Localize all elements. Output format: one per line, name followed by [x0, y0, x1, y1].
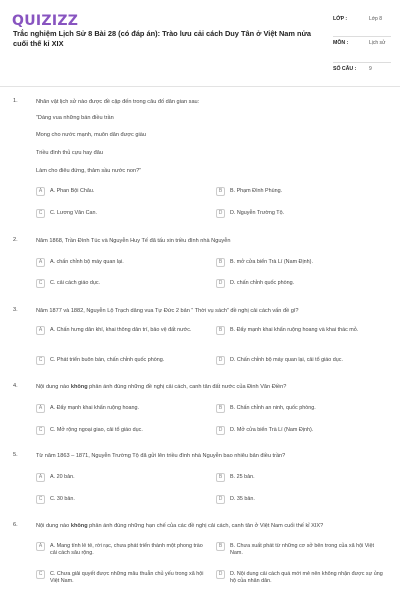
quizizz-logo: QUIZIZZ — [12, 13, 79, 29]
option-text: D. Nội dung cải cách quá mới mẻ nên không nhận được sự ủng hộ của nhân dân. — [230, 571, 383, 584]
question-text: Năm 1877 và 1882, Nguyễn Lộ Trạch dâng vua Tự Đức 2 bản “ Thời vụ sách” đề nghị cải cách vấn đề gì? — [36, 308, 299, 314]
worksheet-meta — [333, 13, 391, 81]
question-count-label: SỐ CÂU : — [333, 66, 357, 72]
question-number: 1. — [13, 98, 18, 104]
option-text: A. Phan Bội Châu. — [50, 188, 95, 194]
option-letter-box: D — [216, 426, 225, 435]
option-letter-box: D — [216, 495, 225, 504]
option-letter-box: B — [216, 326, 225, 335]
option-letter-box: A — [36, 404, 45, 413]
option-text: A. 20 bản. — [50, 474, 75, 480]
class-value: Lớp 8 — [369, 16, 383, 22]
meta-row-subject — [333, 37, 391, 63]
option-letter-box: B — [216, 258, 225, 267]
verse-line: Mong cho nước mạnh, muôn dân được giàu — [36, 132, 146, 138]
question-text: Năm 1868, Trần Đình Túc và Nguyễn Huy Tế đã tấu xin triều đình nhà Nguyễn — [36, 238, 231, 244]
option-text: D. chấn chỉnh quốc phòng. — [230, 280, 295, 286]
verse-line: Triều đình thủ cựu hay đâu — [36, 150, 103, 156]
question-count-value: 9 — [369, 66, 372, 72]
question-number: 6. — [13, 522, 18, 528]
option-text: D. 35 bản. — [230, 496, 255, 502]
option-letter-box: C — [36, 279, 45, 288]
option-letter-box: A — [36, 187, 45, 196]
question-emphasis: không — [70, 523, 88, 529]
verse-line: Làm cho điêu đứng, thảm sầu nước non?” — [36, 168, 142, 174]
question-number: 4. — [13, 383, 18, 389]
worksheet-header — [0, 0, 400, 85]
meta-row-class — [333, 13, 391, 37]
question-number: 2. — [13, 237, 18, 243]
option-letter-box: C — [36, 495, 45, 504]
option-letter-box: A — [36, 326, 45, 335]
option-letter-box: C — [36, 356, 45, 365]
question-emphasis: không — [70, 384, 88, 390]
option-letter-box: C — [36, 209, 45, 218]
option-letter-box: C — [36, 426, 45, 435]
subject-label: MÔN : — [333, 40, 349, 46]
question-text-start: Nội dung nào — [36, 384, 71, 390]
option-text: A. Chấn hưng dân khí, khai thông dân trí, bảo vệ đất nước. — [50, 327, 192, 333]
option-text: B. Phạm Đình Phùng. — [230, 188, 283, 194]
option-text: C. Phát triển buôn bán, chấn chỉnh quốc phòng. — [50, 357, 165, 363]
option-letter-box: A — [36, 258, 45, 267]
question-text — [36, 383, 392, 391]
option-text: D. Mở cửa biển Trà Lí (Nam Định). — [230, 427, 314, 433]
question-text — [36, 522, 392, 530]
option-text: C. cải cách giáo dục. — [50, 280, 101, 286]
option-letter-box: D — [216, 356, 225, 365]
worksheet-title: Trắc nghiệm Lịch Sử 8 Bài 28 (có đáp án): Trào lưu cải cách Duy Tân ở Việt Nam nửa cuối thế kỉ XIX — [13, 29, 311, 48]
option-letter-box: B — [216, 404, 225, 413]
option-text: A. Mang tính lẻ tẻ, rời rạc, chưa phát triển thành một phong trào cải cách sâu rộng. — [50, 543, 203, 556]
meta-row-count — [333, 63, 391, 81]
question-text-start: Nội dung nào — [36, 523, 71, 529]
option-text: A. Đẩy mạnh khai khẩn ruộng hoang. — [50, 405, 140, 411]
option-letter-box: D — [216, 570, 225, 579]
question-number: 3. — [13, 307, 18, 313]
option-text: B. Chưa xuất phát từ những cơ sở bên trong của xã hội Việt Nam. — [230, 543, 374, 556]
option-letter-box: B — [216, 187, 225, 196]
option-letter-box: A — [36, 542, 45, 551]
option-letter-box: C — [36, 570, 45, 579]
option-text: D. Chấn chỉnh bộ máy quan lại, cải tổ giáo dục. — [230, 357, 343, 363]
option-text: C. 30 bản. — [50, 496, 75, 502]
option-text: B. Chấn chỉnh an ninh, quốc phòng. — [230, 405, 316, 411]
question-text: Từ năm 1863 – 1871, Nguyễn Trường Tộ đã gửi lên triều đình nhà Nguyễn bao nhiêu bản điều trần? — [36, 453, 286, 459]
option-text: C. Lương Văn Can. — [50, 210, 97, 216]
option-text: B. Đẩy mạnh khai khẩn ruộng hoang và khai thác mỏ. — [230, 327, 359, 333]
question-text-end: phản ánh đúng những hạn chế của các đề nghị cải cách, canh tân ở Việt Nam cuối thế kỉ XIX? — [87, 523, 324, 529]
option-letter-box: B — [216, 542, 225, 551]
option-text: D. Nguyễn Trường Tộ. — [230, 210, 285, 216]
option-letter-box: B — [216, 473, 225, 482]
option-text: B. mở cửa biển Trà Lí (Nam Định). — [230, 259, 313, 265]
subject-value: Lịch sử — [369, 40, 386, 46]
option-letter-box: D — [216, 279, 225, 288]
option-letter-box: D — [216, 209, 225, 218]
option-text: C. Chưa giải quyết được những mâu thuẫn chủ yếu trong xã hội Việt Nam. — [50, 571, 204, 584]
option-text: B. 25 bản. — [230, 474, 255, 480]
class-label: LỚP : — [333, 16, 348, 22]
question-text: Nhân vật lịch sử nào được đề cập đến trong câu đố dân gian sau: — [36, 99, 200, 105]
option-letter-box: A — [36, 473, 45, 482]
verse-line: “Dáng vua những bán điều trần — [36, 115, 114, 121]
option-text: C. Mở rộng ngoại giao, cải tổ giáo dục. — [50, 427, 143, 433]
question-number: 5. — [13, 452, 18, 458]
header-divider — [0, 86, 400, 87]
question-text-end: phản ánh đúng những đề nghị cải cách, canh tân đất nước của Đinh Văn Điền? — [87, 384, 287, 390]
option-text: A. chấn chỉnh bộ máy quan lại. — [50, 259, 124, 265]
